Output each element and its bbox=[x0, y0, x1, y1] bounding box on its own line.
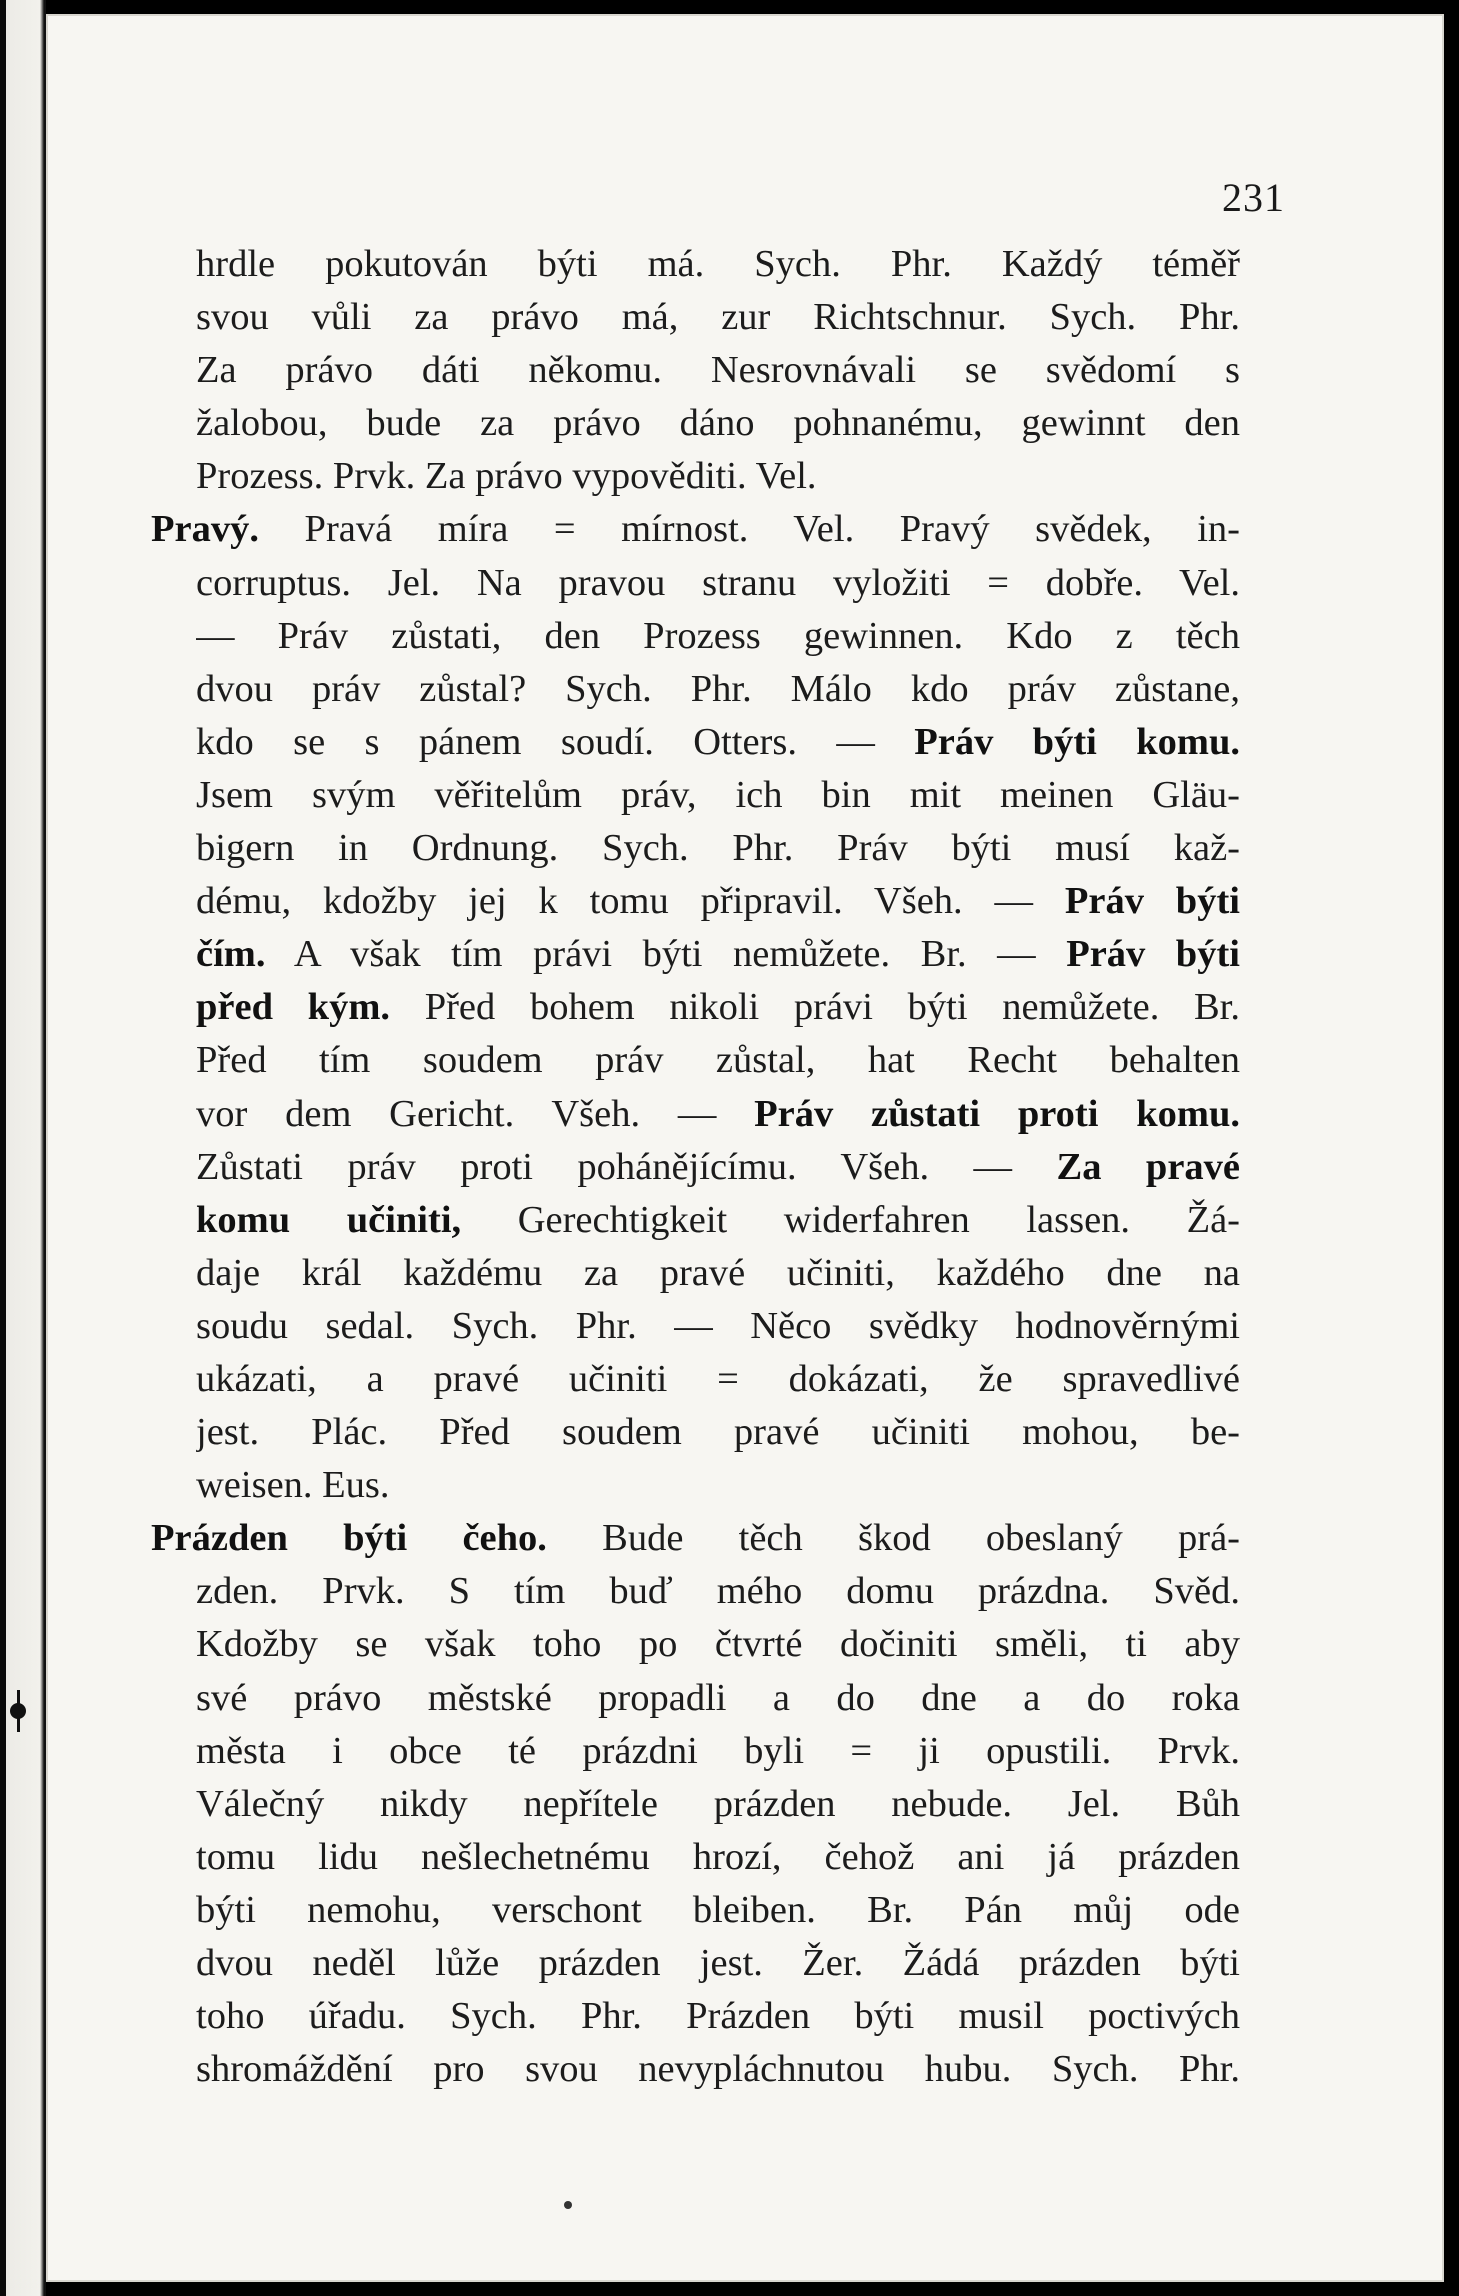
text-line: jest. Plác. Před soudem pravé učiniti mohou, be- bbox=[196, 1411, 1240, 1454]
dictionary-text bbox=[151, 238, 1240, 2096]
text-line: soudu sedal. Sych. Phr. — Něco svědky hodnověrnými bbox=[196, 1304, 1240, 1347]
text-line: weisen. Eus. bbox=[196, 1464, 390, 1507]
margin-marker bbox=[10, 1703, 26, 1719]
text-line: Za právo dáti někomu. Nesrovnávali se svědomí s bbox=[196, 349, 1240, 392]
text-line: daje král každému za pravé učiniti, každého dne na bbox=[196, 1251, 1240, 1294]
text-line: býti nemohu, verschont bleiben. Br. Pán můj ode bbox=[196, 1888, 1240, 1931]
text-line: dvou práv zůstal? Sych. Phr. Málo kdo práv zůstane, bbox=[196, 667, 1240, 710]
text-line: své právo městské propadli a do dne a do roka bbox=[196, 1676, 1240, 1719]
text-line: Prozess. Prvk. Za právo vypověditi. Vel. bbox=[196, 455, 817, 498]
text-line: hrdle pokutován býti má. Sych. Phr. Každý téměř bbox=[196, 243, 1240, 285]
text-line: Kdožby se však toho po čtvrté dočiniti směli, ti aby bbox=[196, 1623, 1240, 1666]
subentry-pred-kym: před kým. bbox=[196, 986, 391, 1029]
text-line: Jsem svým věřitelům práv, ich bin mit meinen Gläu- bbox=[196, 773, 1240, 816]
scan-border bbox=[1444, 0, 1459, 2296]
text-fragment: Gerechtigkeit widerfahren lassen. Žá- bbox=[517, 1198, 1240, 1241]
text-fragment: A však tím právi býti nemůžete. Br. — bbox=[293, 933, 1036, 976]
page-number: 231 bbox=[1222, 175, 1285, 220]
text-line: tomu lidu nešlechetnému hrozí, čehož ani já prázden bbox=[196, 1835, 1240, 1878]
text-line bbox=[196, 1141, 1240, 1194]
text-fragment: vor dem Gericht. Všeh. — bbox=[196, 1092, 717, 1135]
entry-line-pravy bbox=[151, 503, 1240, 556]
binding-edge bbox=[0, 0, 46, 2296]
text-fragment: dému, kdožby jej k tomu připravil. Všeh. — bbox=[196, 880, 1034, 923]
subentry-za-prave: Za pravé bbox=[1056, 1145, 1240, 1188]
subentry-komu-uciniti: komu učiniti, bbox=[196, 1198, 462, 1241]
text-line: dvou neděl lůže prázden jest. Žer. Žádá prázden býti bbox=[196, 1942, 1240, 1984]
subentry-cim: čím. bbox=[196, 933, 266, 976]
text-fragment: Zůstati práv proti pohánějícímu. Všeh. — bbox=[196, 1145, 1013, 1188]
text-line bbox=[196, 928, 1240, 981]
text-line: zden. Prvk. S tím buď mého domu prázdna. Svěd. bbox=[196, 1570, 1240, 1613]
text-fragment: kdo se s pánem soudí. Otters. — bbox=[196, 720, 875, 763]
text-line: corruptus. Jel. Na pravou stranu vyložiti = dobře. Vel. bbox=[196, 561, 1240, 604]
text-fragment: Před bohem nikoli právi býti nemůžete. Br. bbox=[424, 986, 1240, 1029]
text-line: žalobou, bude za právo dáno pohnanému, gewinnt den bbox=[196, 402, 1240, 445]
headword-prazden-byti-ceho: Prázden býti čeho. bbox=[151, 1517, 547, 1560]
entry-line-prazden bbox=[151, 1512, 1240, 1565]
text-fragment: Bude těch škod obeslaný prá- bbox=[602, 1517, 1240, 1560]
text-line: Před tím soudem práv zůstal, hat Recht behalten bbox=[196, 1039, 1240, 1082]
subentry-prav-zustati-proti-komu: Práv zůstati proti komu. bbox=[754, 1092, 1240, 1135]
text-line: ukázati, a pravé učiniti = dokázati, že spravedlivé bbox=[196, 1357, 1240, 1400]
text-line: Válečný nikdy nepřítele prázden nebude. Jel. Bůh bbox=[196, 1782, 1240, 1825]
subentry-prav-byti-2: Práv býti bbox=[1066, 933, 1240, 976]
text-line: — Práv zůstati, den Prozess gewinnen. Kdo z těch bbox=[196, 614, 1240, 657]
text-line: svou vůli za právo má, zur Richtschnur. Sych. Phr. bbox=[196, 296, 1240, 339]
text-fragment: Pravá míra = mírnost. Vel. Pravý svědek, in- bbox=[304, 508, 1240, 551]
text-line bbox=[196, 875, 1240, 928]
text-line: bigern in Ordnung. Sych. Phr. Práv býti musí kaž- bbox=[196, 827, 1240, 870]
text-line bbox=[196, 716, 1240, 769]
subentry-prav-byti: Práv býti bbox=[1064, 880, 1240, 923]
text-line: toho úřadu. Sych. Phr. Prázden býti musil poctivých bbox=[196, 1995, 1240, 2038]
text-line bbox=[196, 981, 1240, 1034]
text-line bbox=[196, 1088, 1240, 1141]
ink-speck bbox=[564, 2201, 572, 2209]
text-line: města i obce té prázdni byli = ji opustili. Prvk. bbox=[196, 1729, 1240, 1772]
text-line bbox=[196, 1194, 1240, 1247]
subentry-prav-byti-komu: Práv býti komu. bbox=[914, 720, 1240, 763]
headword-pravy: Pravý. bbox=[151, 508, 259, 551]
text-line: shromáždění pro svou nevypláchnutou hubu. Sych. Phr. bbox=[196, 2048, 1240, 2091]
